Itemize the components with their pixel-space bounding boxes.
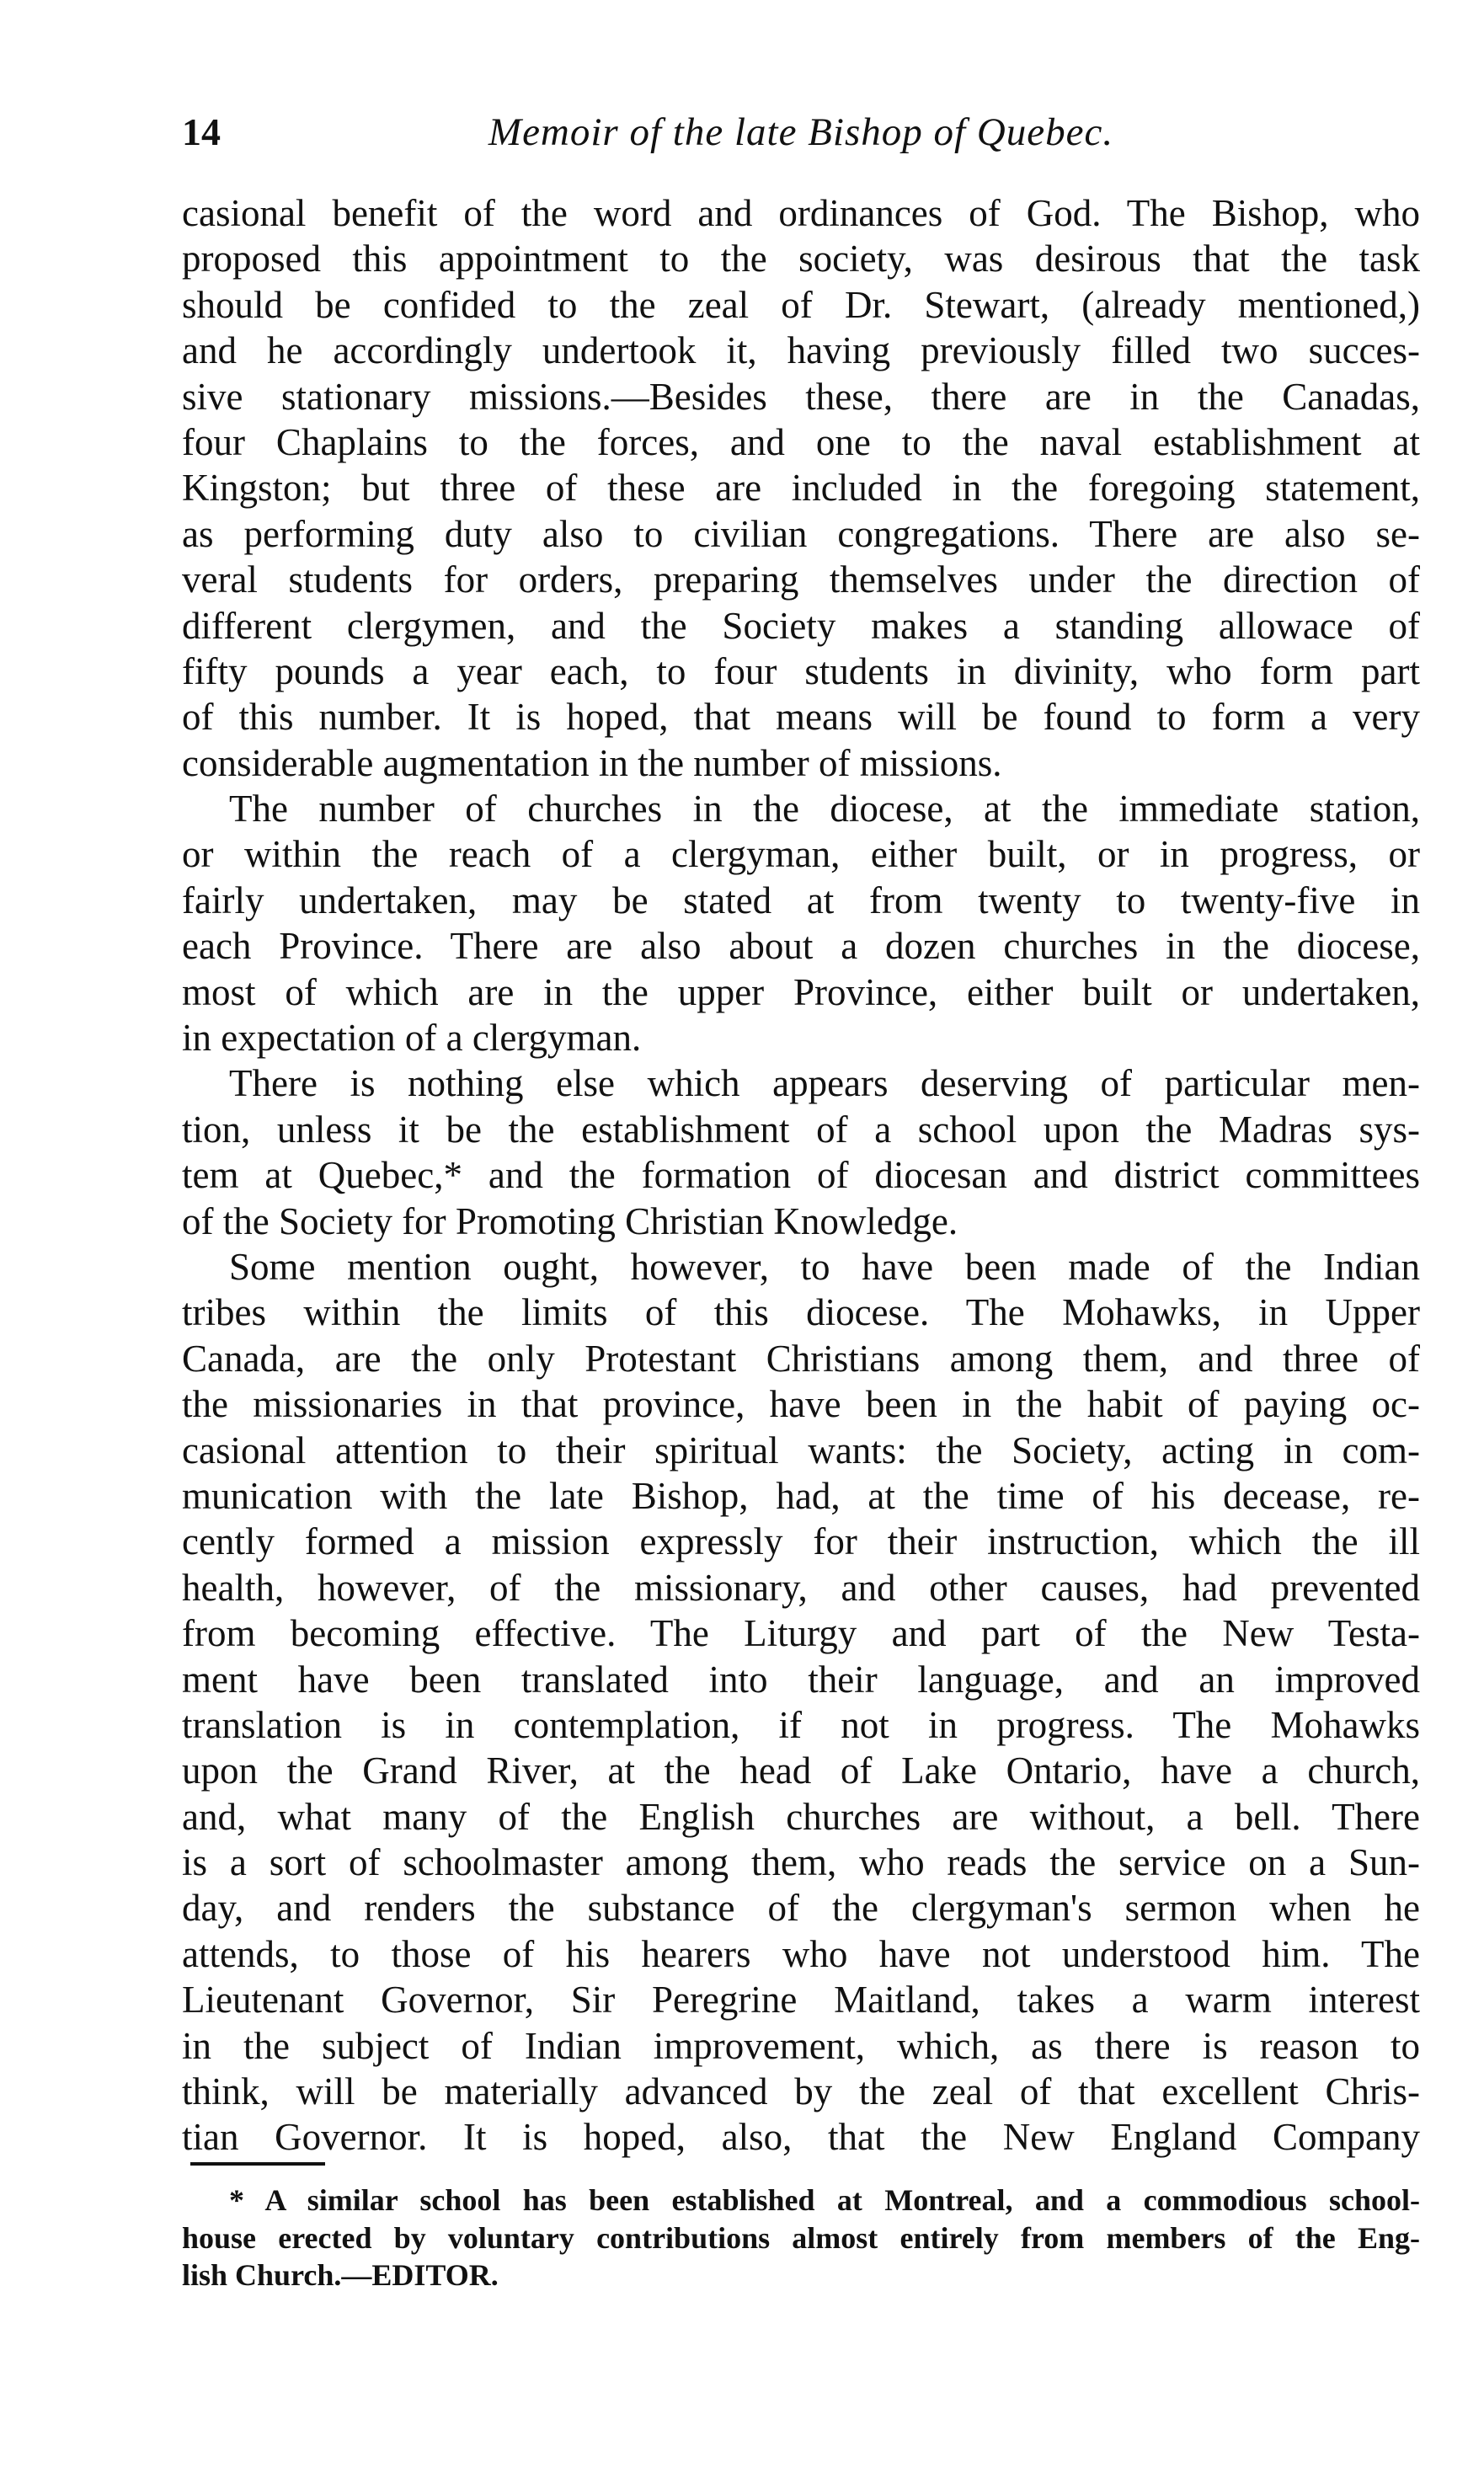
footnote-line: lish Church.—EDITOR.: [182, 2258, 499, 2292]
text-line: Kingston; but three of these are included in the foregoing statement,: [182, 467, 1420, 510]
text-line: or within the reach of a clergyman, either built, or in progress, or: [182, 833, 1420, 876]
text-line: casional benefit of the word and ordinances of God. The Bishop, who: [182, 192, 1420, 234]
text-line: tian Governor. It is hoped, also, that the New England Company: [182, 2116, 1420, 2159]
text-line: munication with the late Bishop, had, at the time of his decease, re-: [182, 1474, 1420, 1517]
text-line: veral students for orders, preparing themselves under the direction of: [182, 558, 1420, 601]
text-line: upon the Grand River, at the head of Lake Ontario, have a church,: [182, 1749, 1420, 1792]
footnote: [182, 2182, 1420, 2294]
footnote-line: * A similar school has been established at Montreal, and a commodious school-: [229, 2183, 1420, 2217]
text-line: and he accordingly undertook it, having previously filled two succes-: [182, 329, 1420, 372]
text-line: Lieutenant Governor, Sir Peregrine Maitland, takes a warm interest: [182, 1979, 1420, 2022]
text-line: The number of churches in the diocese, at the immediate station,: [229, 788, 1420, 831]
text-line: fifty pounds a year each, to four students in divinity, who form part: [182, 649, 1420, 692]
text-line: each Province. There are also about a dozen churches in the diocese,: [182, 925, 1420, 968]
text-line: ment have been translated into their language, and an improved: [182, 1658, 1420, 1701]
text-line: proposed this appointment to the society, was desirous that the task: [182, 238, 1420, 280]
text-line: casional attention to their spiritual wants: the Society, acting in com-: [182, 1429, 1420, 1472]
text-line: most of which are in the upper Province, either built or undertaken,: [182, 970, 1420, 1013]
text-line: of this number. It is hoped, that means will be found to form a very: [182, 696, 1420, 739]
text-line: in expectation of a clergyman.: [182, 1017, 642, 1060]
body-text: [182, 190, 1420, 2161]
text-line: different clergymen, and the Society makes a standing allowace of: [182, 604, 1420, 647]
text-line: tem at Quebec,* and the formation of diocesan and district committees: [182, 1154, 1420, 1197]
running-head: [182, 109, 1420, 168]
text-line: four Chaplains to the forces, and one to the naval establishment at: [182, 420, 1420, 463]
text-line: of the Society for Promoting Christian Knowledge.: [182, 1199, 958, 1242]
footnote-rule: [190, 2162, 325, 2166]
text-line: in the subject of Indian improvement, which, as there is reason to: [182, 2024, 1420, 2067]
text-line: and, what many of the English churches are without, a bell. There: [182, 1795, 1420, 1838]
text-line: think, will be materially advanced by the zeal of that excellent Chris-: [182, 2070, 1420, 2113]
text-line: is a sort of schoolmaster among them, who reads the service on a Sun-: [182, 1841, 1420, 1884]
text-line: should be confided to the zeal of Dr. Stewart, (already mentioned,): [182, 283, 1420, 326]
text-line: from becoming effective. The Liturgy and part of the New Testa-: [182, 1612, 1420, 1655]
text-line: as performing duty also to civilian congregations. There are also se-: [182, 512, 1420, 555]
text-line: Canada, are the only Protestant Christians among them, and three of: [182, 1337, 1420, 1380]
text-line: translation is in contemplation, if not in progress. The Mohawks: [182, 1703, 1420, 1746]
footnote-line: house erected by voluntary contributions almost entirely from members of the Eng-: [182, 2220, 1420, 2255]
text-line: attends, to those of his hearers who have not understood him. The: [182, 1932, 1420, 1975]
text-line: fairly undertaken, may be stated at from twenty to twenty-five in: [182, 879, 1420, 921]
running-title: Memoir of the late Bishop of Quebec.: [488, 110, 1114, 154]
text-line: tion, unless it be the establishment of a school upon the Madras sys-: [182, 1108, 1420, 1151]
text-line: day, and renders the substance of the clergyman's sermon when he: [182, 1887, 1420, 1930]
text-line: health, however, of the missionary, and other causes, had prevented: [182, 1566, 1420, 1609]
text-line: the missionaries in that province, have been in the habit of paying oc-: [182, 1383, 1420, 1426]
text-line: cently formed a mission expressly for their instruction, which the ill: [182, 1520, 1420, 1563]
text-line: There is nothing else which appears deserving of particular men-: [229, 1062, 1420, 1105]
text-line: Some mention ought, however, to have been made of the Indian: [229, 1245, 1420, 1288]
text-line: tribes within the limits of this diocese. The Mohawks, in Upper: [182, 1291, 1420, 1334]
text-line: considerable augmentation in the number of missions.: [182, 741, 1002, 784]
page-number: 14: [182, 110, 221, 153]
text-line: sive stationary missions.—Besides these, there are in the Canadas,: [182, 375, 1420, 418]
